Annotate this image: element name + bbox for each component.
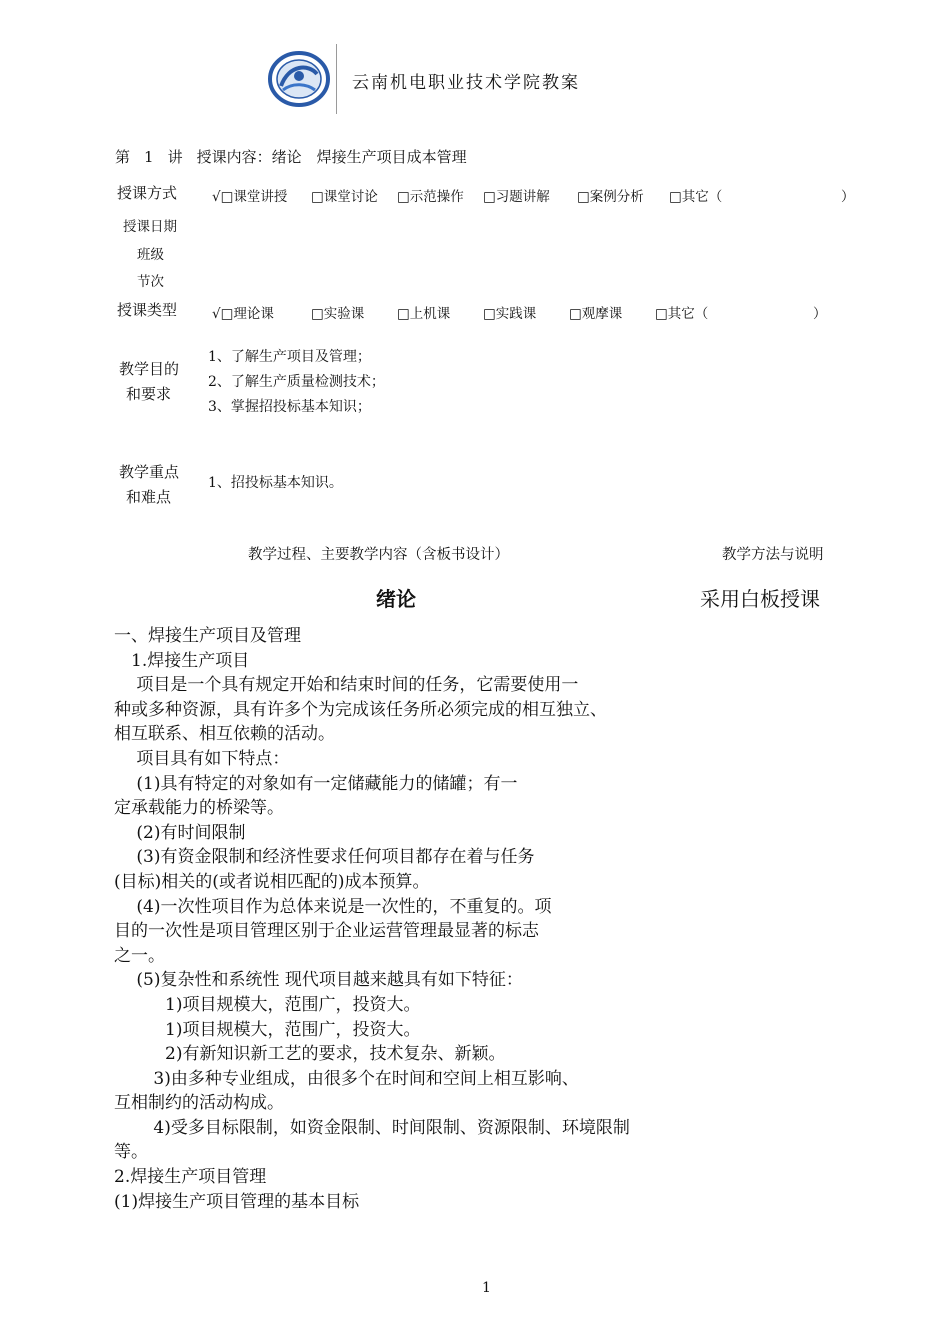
course-type-label: 授课类型: [117, 301, 178, 319]
teaching-mode-label: 授课方式: [117, 184, 178, 202]
class-label: 班级: [137, 247, 164, 263]
body-line: 一、焊接生产项目及管理: [114, 626, 301, 646]
school-name: 云南机电职业技术学院教案: [352, 73, 580, 93]
lesson-date-label: 授课日期: [123, 219, 177, 235]
course-type-option[interactable]: □观摩课: [569, 306, 623, 322]
teaching-mode-option-close: ）: [841, 189, 855, 205]
body-line: 3)由多种专业组成，由很多个在时间和空间上相互影响、: [114, 1068, 579, 1089]
body-line: 2)有新知识新工艺的要求，技术复杂、新颖。: [114, 1044, 506, 1065]
teaching-mode-option[interactable]: □习题讲解: [483, 189, 550, 205]
body-line: 目的一次性是项目管理区别于企业运营管理最显著的标志: [114, 921, 539, 942]
body-line: 1)项目规模大，范围广，投资大。: [114, 994, 421, 1015]
teaching-method: 采用白板授课: [700, 587, 820, 611]
course-type-option-close: ）: [813, 306, 827, 322]
teaching-mode-option[interactable]: □课堂讨论: [311, 189, 378, 205]
course-type-option[interactable]: □其它（: [655, 306, 709, 322]
body-line: (2)有时间限制: [114, 822, 246, 843]
body-line: (5)复杂性和系统性 现代项目越来越具有如下特征：: [114, 970, 523, 991]
page-number: 1: [482, 1280, 491, 1296]
teaching-mode-options: [0, 185, 950, 205]
body-line: (目标)相关的(或者说相匹配的)成本预算。: [114, 871, 430, 892]
process-heading: 教学过程、主要教学内容（含板书设计）: [248, 547, 509, 563]
objectives-label-2: 和要求: [126, 385, 172, 403]
body-line: 相互联系、相互依赖的活动。: [114, 724, 335, 745]
body-line: 2.焊接生产项目管理: [114, 1167, 267, 1188]
lecture-line: [115, 146, 481, 167]
period-label: 节次: [137, 274, 164, 290]
school-logo: [263, 44, 335, 114]
body-line: 种或多种资源，具有许多个为完成该任务所必须完成的相互独立、: [114, 699, 607, 720]
key-points-label-2: 和难点: [126, 488, 172, 506]
lecture-number: 1: [144, 148, 154, 166]
key-points-label-1: 教学重点: [119, 463, 180, 481]
header-divider: [336, 44, 337, 114]
objective-item: 2、了解生产质量检测技术；: [208, 374, 385, 390]
course-type-option[interactable]: □实践课: [483, 306, 537, 322]
body-line: (4)一次性项目作为总体来说是一次性的，不重复的。项: [114, 896, 552, 917]
course-type-option[interactable]: √□理论课: [212, 306, 274, 322]
body-line: (1)焊接生产项目管理的基本目标: [114, 1191, 360, 1212]
objective-item: 3、掌握招投标基本知识；: [208, 399, 371, 415]
body-line: 之一。: [114, 945, 165, 966]
course-type-option[interactable]: □上机课: [397, 306, 451, 322]
teaching-mode-option[interactable]: □其它（: [669, 189, 723, 205]
lesson-body: [114, 624, 630, 1214]
body-line: 互相制约的活动构成。: [114, 1093, 284, 1114]
body-line: (3)有资金限制和经济性要求任何项目都存在着与任务: [114, 847, 535, 868]
body-line: 项目是一个具有规定开始和结束时间的任务，它需要使用一: [114, 675, 579, 696]
lecture-content: 授课内容：绪论 焊接生产项目成本管理: [196, 148, 467, 166]
teaching-mode-option[interactable]: □案例分析: [577, 189, 644, 205]
body-line: 定承载能力的桥梁等。: [114, 798, 284, 819]
body-line: (1)具有特定的对象如有一定储藏能力的储罐；有一: [114, 773, 518, 794]
objective-item: 1、了解生产项目及管理；: [208, 349, 371, 365]
body-line: 4)受多目标限制，如资金限制、时间限制、资源限制、环境限制: [114, 1117, 630, 1138]
key-point-item: 1、招投标基本知识。: [208, 475, 343, 491]
body-line: 1)项目规模大，范围广，投资大。: [114, 1019, 421, 1040]
methods-heading: 教学方法与说明: [722, 547, 824, 563]
body-line: 等。: [114, 1142, 148, 1163]
body-line: 1.焊接生产项目: [114, 650, 250, 671]
section-title: 绪论: [376, 587, 416, 611]
lecture-prefix: 第: [115, 148, 131, 166]
body-line: 项目具有如下特点：: [114, 748, 290, 769]
objectives-label-1: 教学目的: [119, 360, 180, 378]
lecture-suffix: 讲: [167, 148, 183, 166]
course-type-options: [0, 302, 950, 322]
teaching-mode-option[interactable]: □示范操作: [397, 189, 464, 205]
teaching-mode-option[interactable]: √□课堂讲授: [212, 189, 288, 205]
course-type-option[interactable]: □实验课: [311, 306, 365, 322]
